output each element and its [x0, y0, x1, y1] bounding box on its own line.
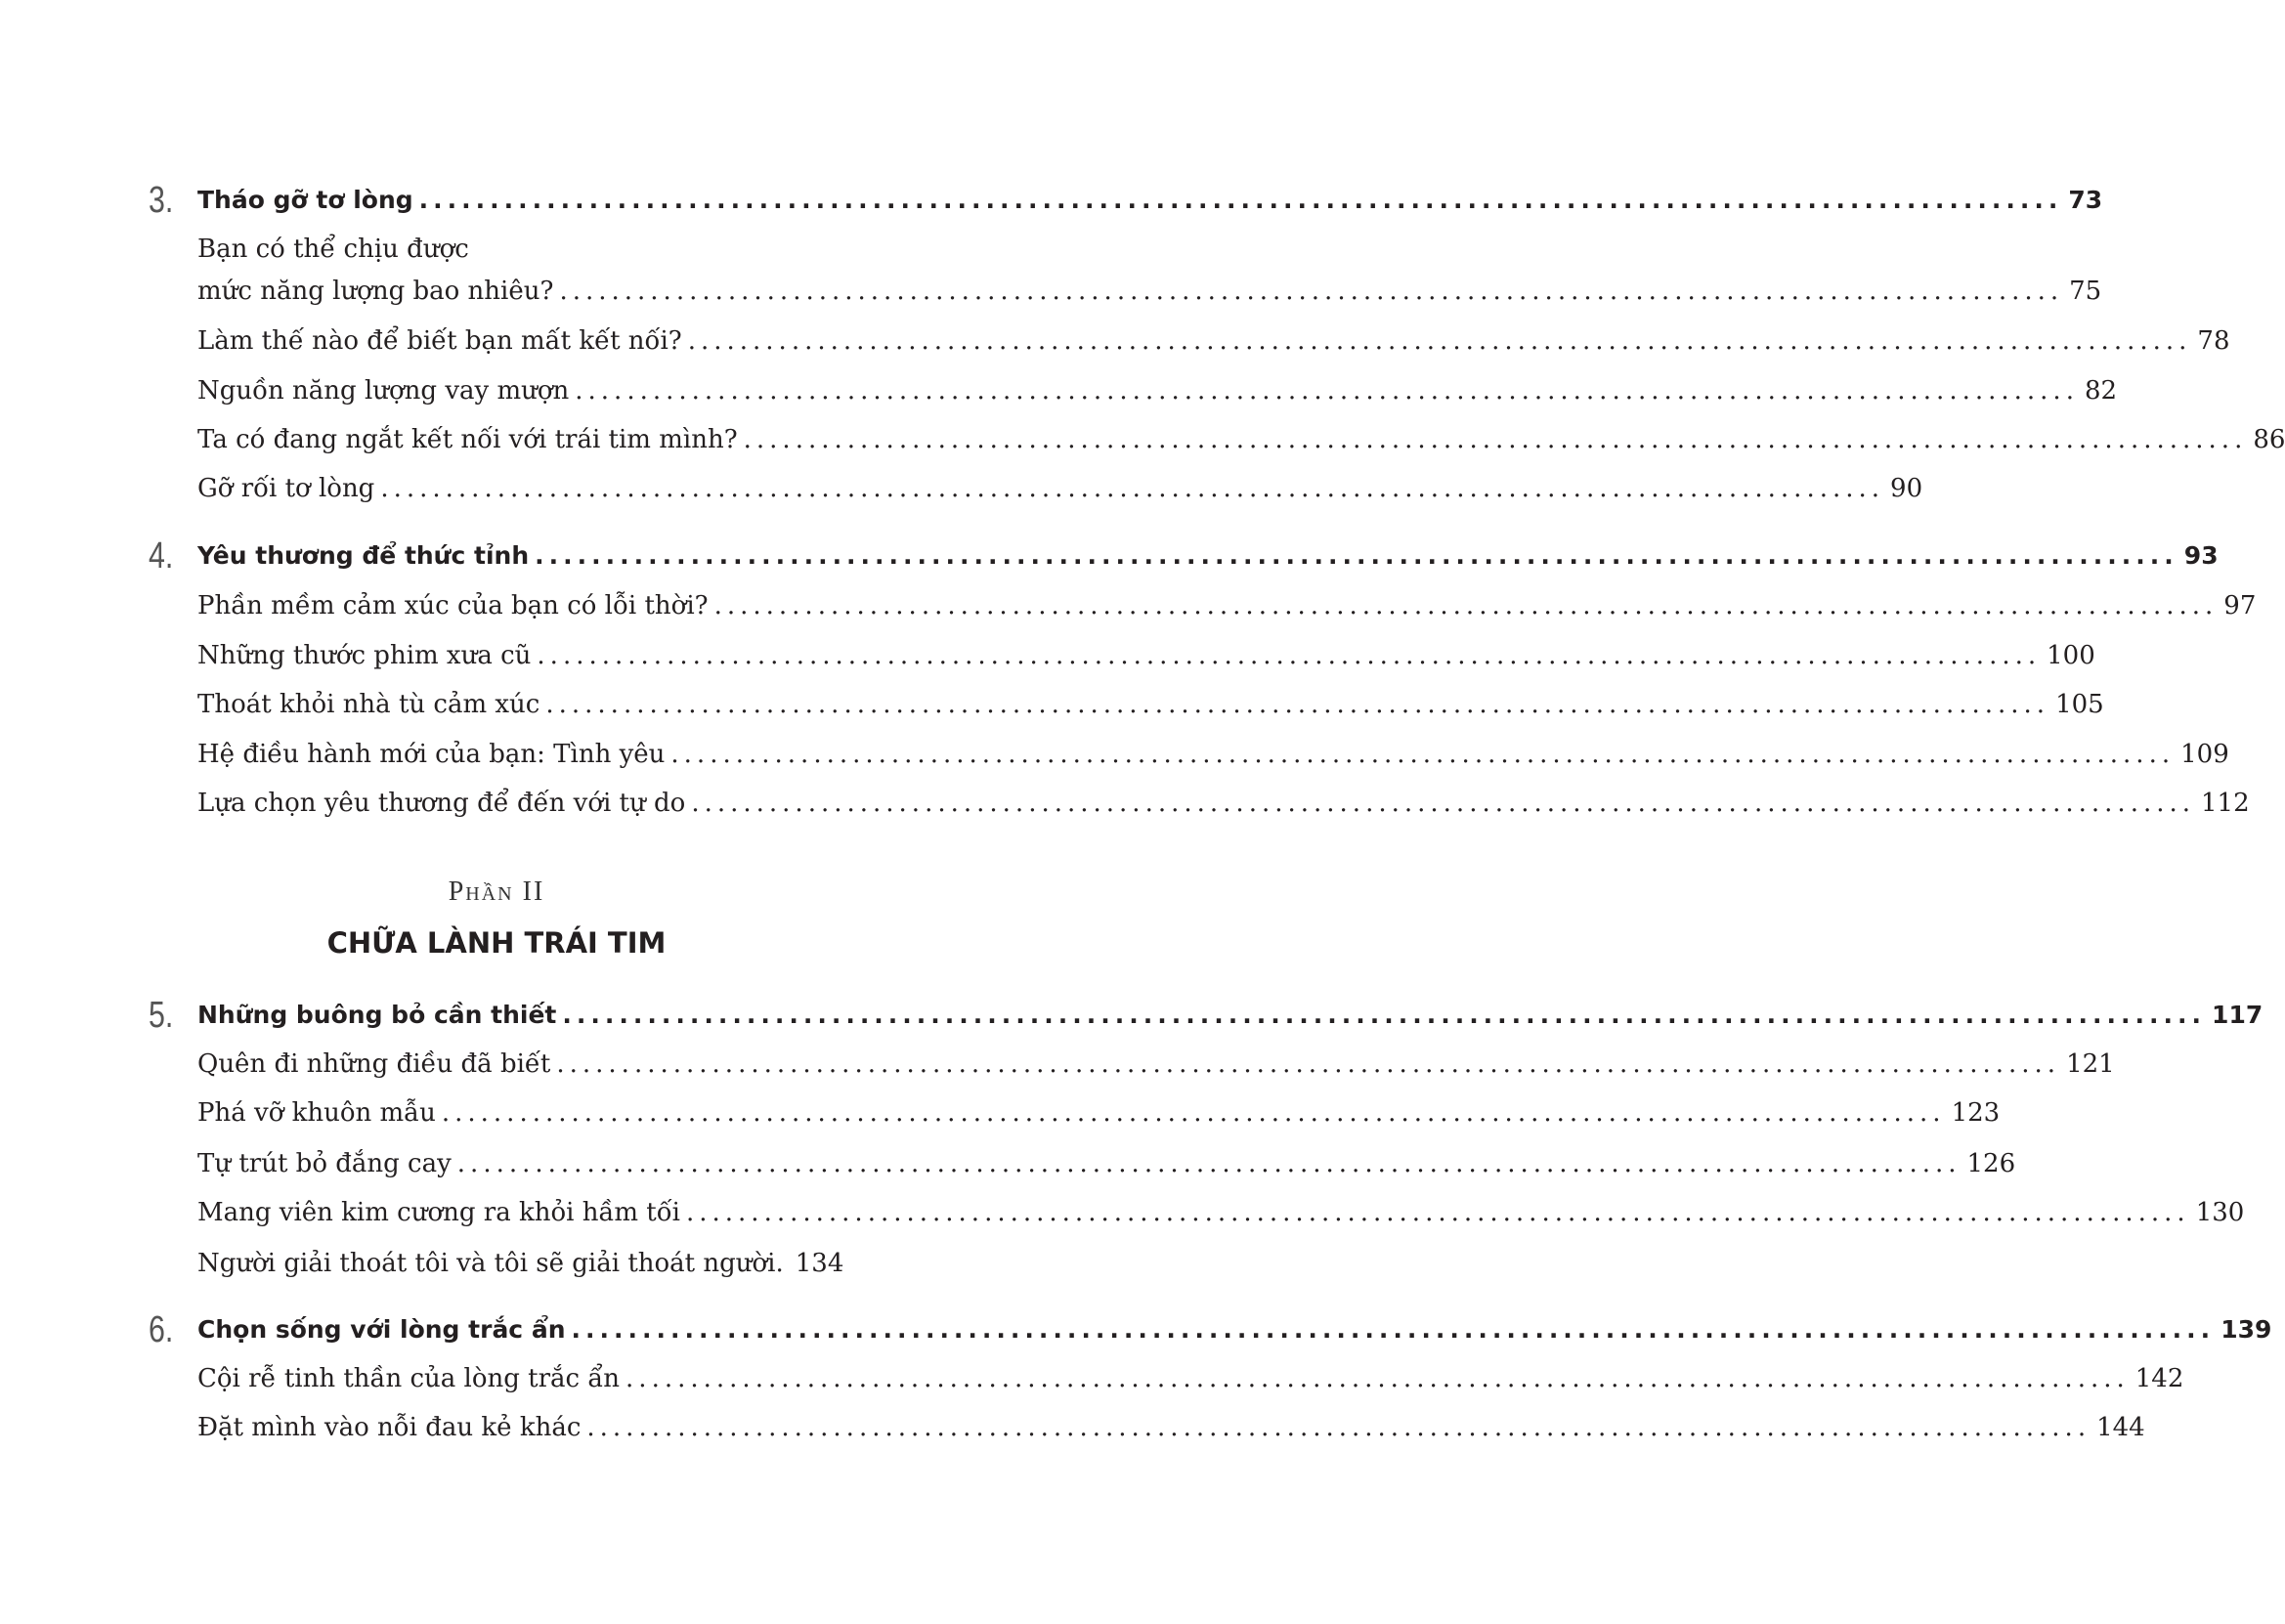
dot-leader [686, 1198, 2190, 1227]
toc-title: Mang viên kim cương ra khỏi hầm tối [197, 1198, 680, 1227]
page-number: 126 [1966, 1149, 2016, 1178]
dot-leader [380, 474, 1884, 503]
dot-leader [537, 641, 2041, 670]
toc-title: Phần mềm cảm xúc của bạn có lỗi thời? [197, 591, 709, 620]
toc-chapter[interactable] [197, 1315, 2272, 1344]
dot-leader [714, 591, 2219, 620]
toc-entry[interactable] [197, 277, 2102, 306]
page-number: 109 [2180, 740, 2229, 769]
toc-title: Gỡ rối tơ lòng [197, 474, 375, 503]
toc-entry[interactable] [197, 1249, 844, 1278]
chapter-number: 5. [149, 995, 174, 1036]
toc-title: Yêu thương để thức tỉnh [197, 541, 530, 570]
dot-leader [670, 740, 2175, 769]
dot-leader [744, 425, 2248, 454]
page-number: 117 [2212, 1001, 2263, 1029]
toc-title: Tháo gỡ tơ lòng [197, 186, 413, 214]
page-number: 82 [2084, 376, 2118, 406]
dot-leader [419, 186, 2063, 214]
toc-title: Những buông bỏ cần thiết [197, 1001, 557, 1029]
toc-title: Quên đi những điều đã biết [197, 1049, 551, 1079]
dot-leader [688, 326, 2192, 356]
toc-entry[interactable] [197, 235, 837, 264]
page-number: 78 [2197, 326, 2230, 356]
toc-entry[interactable] [197, 326, 2230, 356]
toc-entry[interactable] [197, 1198, 2245, 1227]
toc-chapter[interactable] [197, 186, 2103, 214]
dot-leader [586, 1413, 2091, 1442]
toc-title: Nguồn năng lượng vay mượn [197, 376, 570, 406]
dot-leader [545, 690, 2049, 719]
page-number: 142 [2134, 1364, 2184, 1393]
toc-entry[interactable] [197, 474, 1923, 503]
page-number: 75 [2069, 277, 2102, 306]
toc-entry[interactable] [197, 1364, 2184, 1393]
toc-title: Những thước phim xưa cũ [197, 641, 532, 670]
toc-entry[interactable] [197, 789, 2250, 818]
toc-entry[interactable] [197, 1149, 2016, 1178]
dot-leader [556, 1049, 2060, 1079]
toc-title: Cội rễ tinh thần của lòng trắc ẩn [197, 1364, 621, 1393]
page-number: 93 [2183, 541, 2219, 570]
toc-entry[interactable] [197, 1049, 2115, 1079]
toc-entry[interactable] [197, 690, 2104, 719]
toc-title: Hệ điều hành mới của bạn: Tình yêu [197, 740, 666, 769]
toc-title: Lựa chọn yêu thương để đến với tự do [197, 789, 686, 818]
toc-title: mức năng lượng bao nhiêu? [197, 277, 554, 306]
toc-title: Phá vỡ khuôn mẫu [197, 1098, 436, 1128]
toc-chapter[interactable] [197, 1001, 2263, 1029]
page-number: 130 [2195, 1198, 2245, 1227]
toc-entry[interactable] [197, 1413, 2145, 1442]
toc-title: Người giải thoát tôi và tôi sẽ giải thoát người. [197, 1249, 784, 1278]
page-number: 112 [2201, 789, 2250, 818]
toc-title: Chọn sống với lòng trắc ẩn [197, 1315, 566, 1344]
toc-chapter[interactable] [197, 541, 2219, 570]
toc-entry[interactable] [197, 376, 2118, 406]
dot-leader [625, 1364, 2130, 1393]
toc-entry[interactable] [197, 425, 2285, 454]
page-number: 123 [1951, 1098, 2001, 1128]
toc-title: Bạn có thể chịu được [197, 235, 469, 264]
page-number: 86 [2253, 425, 2285, 454]
page-number: 121 [2066, 1049, 2115, 1079]
toc-entry[interactable] [197, 740, 2229, 769]
dot-leader [535, 541, 2178, 570]
dot-leader [575, 376, 2079, 406]
dot-leader [691, 789, 2195, 818]
part-label: Phần II [448, 876, 545, 907]
toc-entry[interactable] [197, 1098, 2001, 1128]
toc-entry[interactable] [197, 641, 2095, 670]
dot-leader [572, 1315, 2216, 1344]
page-number: 134 [795, 1249, 844, 1278]
page-number: 144 [2096, 1413, 2145, 1442]
page-number: 139 [2220, 1315, 2272, 1344]
toc-title: Thoát khỏi nhà tù cảm xúc [197, 690, 540, 719]
page-number: 100 [2047, 641, 2095, 670]
toc-title: Tự trút bỏ đắng cay [197, 1149, 452, 1178]
dot-leader [562, 1001, 2206, 1029]
part-title: CHỮA LÀNH TRÁI TIM [326, 926, 667, 960]
toc-title: Ta có đang ngắt kết nối với trái tim mình? [197, 425, 738, 454]
chapter-number: 6. [149, 1309, 174, 1350]
page-number: 90 [1890, 474, 1923, 503]
chapter-number: 3. [149, 180, 174, 221]
chapter-number: 4. [149, 535, 174, 577]
page-number: 105 [2055, 690, 2104, 719]
dot-leader [559, 277, 2063, 306]
toc-title: Đặt mình vào nỗi đau kẻ khác [197, 1413, 582, 1442]
dot-leader [442, 1098, 1946, 1128]
toc-entry[interactable] [197, 591, 2257, 620]
page-number: 73 [2068, 186, 2103, 214]
page-number: 97 [2223, 591, 2257, 620]
toc-title: Làm thế nào để biết bạn mất kết nối? [197, 326, 682, 356]
dot-leader [457, 1149, 1962, 1178]
